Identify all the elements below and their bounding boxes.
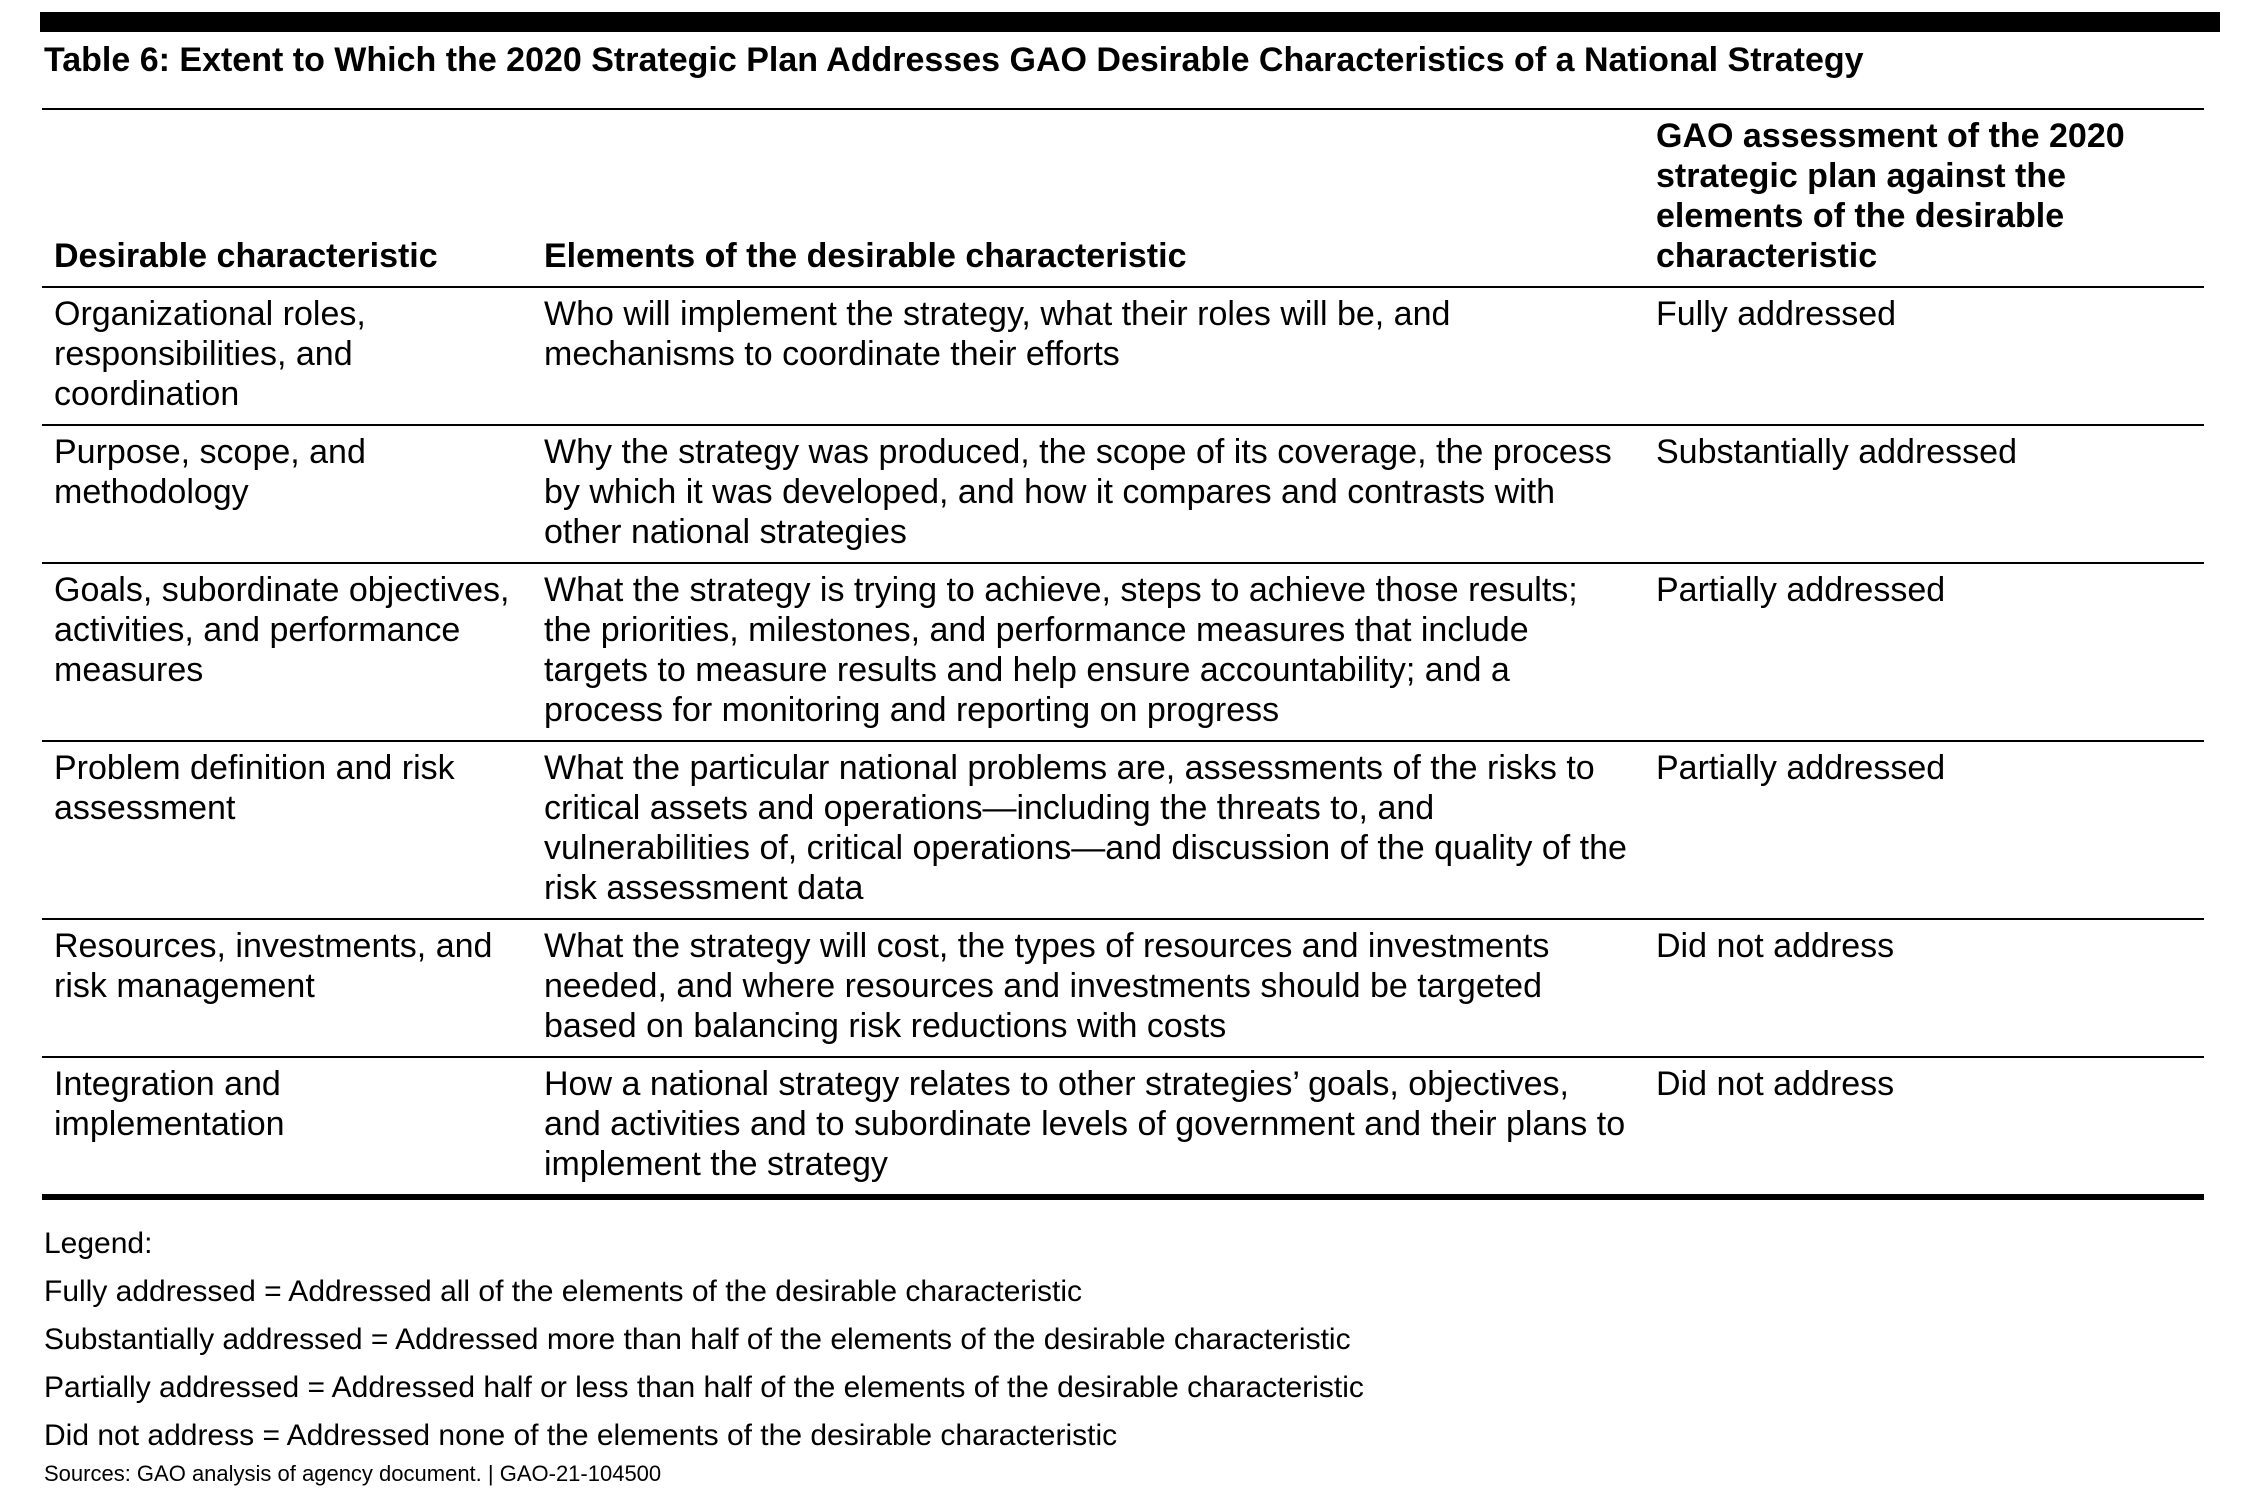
cell-elements: What the strategy is trying to achieve, steps to achieve those results; the priorities, milestones, and performance measures that include targets to measure results and help ensure accountability; and a process for monitoring and reporting on progress xyxy=(532,563,1644,741)
cell-assessment: Partially addressed xyxy=(1644,563,2204,741)
cell-assessment: Substantially addressed xyxy=(1644,425,2204,563)
title-divider xyxy=(42,108,2204,110)
table-row xyxy=(42,425,2204,563)
header-elements: Elements of the desirable characteristic xyxy=(532,112,1644,287)
cell-characteristic: Organizational roles, responsibilities, and coordination xyxy=(42,287,532,425)
cell-characteristic: Purpose, scope, and methodology xyxy=(42,425,532,563)
cell-assessment: Did not address xyxy=(1644,1057,2204,1197)
cell-elements: What the particular national problems are, assessments of the risks to critical assets and operations—including the threats to, and vulnerabilities of, critical operations—and discussion of the quality of the risk assessment data xyxy=(532,741,1644,919)
cell-elements: What the strategy will cost, the types of resources and investments needed, and where resources and investments should be targeted based on balancing risk reductions with costs xyxy=(532,919,1644,1057)
table-row xyxy=(42,287,2204,425)
legend-item: Fully addressed = Addressed all of the elements of the desirable characteristic xyxy=(44,1275,1083,1308)
legend-item: Did not address = Addressed none of the elements of the desirable characteristic xyxy=(44,1419,1118,1452)
cell-assessment: Fully addressed xyxy=(1644,287,2204,425)
header-characteristic: Desirable characteristic xyxy=(42,112,532,287)
cell-elements: Who will implement the strategy, what their roles will be, and mechanisms to coordinate their efforts xyxy=(532,287,1644,425)
legend-heading: Legend: xyxy=(44,1227,153,1260)
header-row xyxy=(42,112,2204,287)
cell-elements: How a national strategy relates to other strategies’ goals, objectives, and activities and to subordinate levels of government and their plans to implement the strategy xyxy=(532,1057,1644,1197)
cell-characteristic: Integration and implementation xyxy=(42,1057,532,1197)
cell-elements: Why the strategy was produced, the scope of its coverage, the process by which it was developed, and how it compares and contrasts with other national strategies xyxy=(532,425,1644,563)
legend xyxy=(44,1220,1364,1460)
table-title: Table 6: Extent to Which the 2020 Strategic Plan Addresses GAO Desirable Characteristics of a National Strategy xyxy=(44,41,1864,79)
cell-characteristic: Goals, subordinate objectives, activities, and performance measures xyxy=(42,563,532,741)
cell-characteristic: Resources, investments, and risk management xyxy=(42,919,532,1057)
cell-assessment: Did not address xyxy=(1644,919,2204,1057)
legend-item: Partially addressed = Addressed half or less than half of the elements of the desirable characteristic xyxy=(44,1371,1364,1404)
table-row xyxy=(42,563,2204,741)
sources-note: Sources: GAO analysis of agency document. | GAO-21-104500 xyxy=(44,1461,662,1486)
table-row xyxy=(42,919,2204,1057)
top-rule-bar xyxy=(40,12,2220,32)
cell-assessment: Partially addressed xyxy=(1644,741,2204,919)
table-row xyxy=(42,1057,2204,1197)
table-row xyxy=(42,741,2204,919)
assessment-table xyxy=(42,112,2204,1200)
legend-item: Substantially addressed = Addressed more than half of the elements of the desirable characteristic xyxy=(44,1323,1351,1356)
header-assessment: GAO assessment of the 2020 strategic plan against the elements of the desirable characteristic xyxy=(1644,112,2204,287)
cell-characteristic: Problem definition and risk assessment xyxy=(42,741,532,919)
